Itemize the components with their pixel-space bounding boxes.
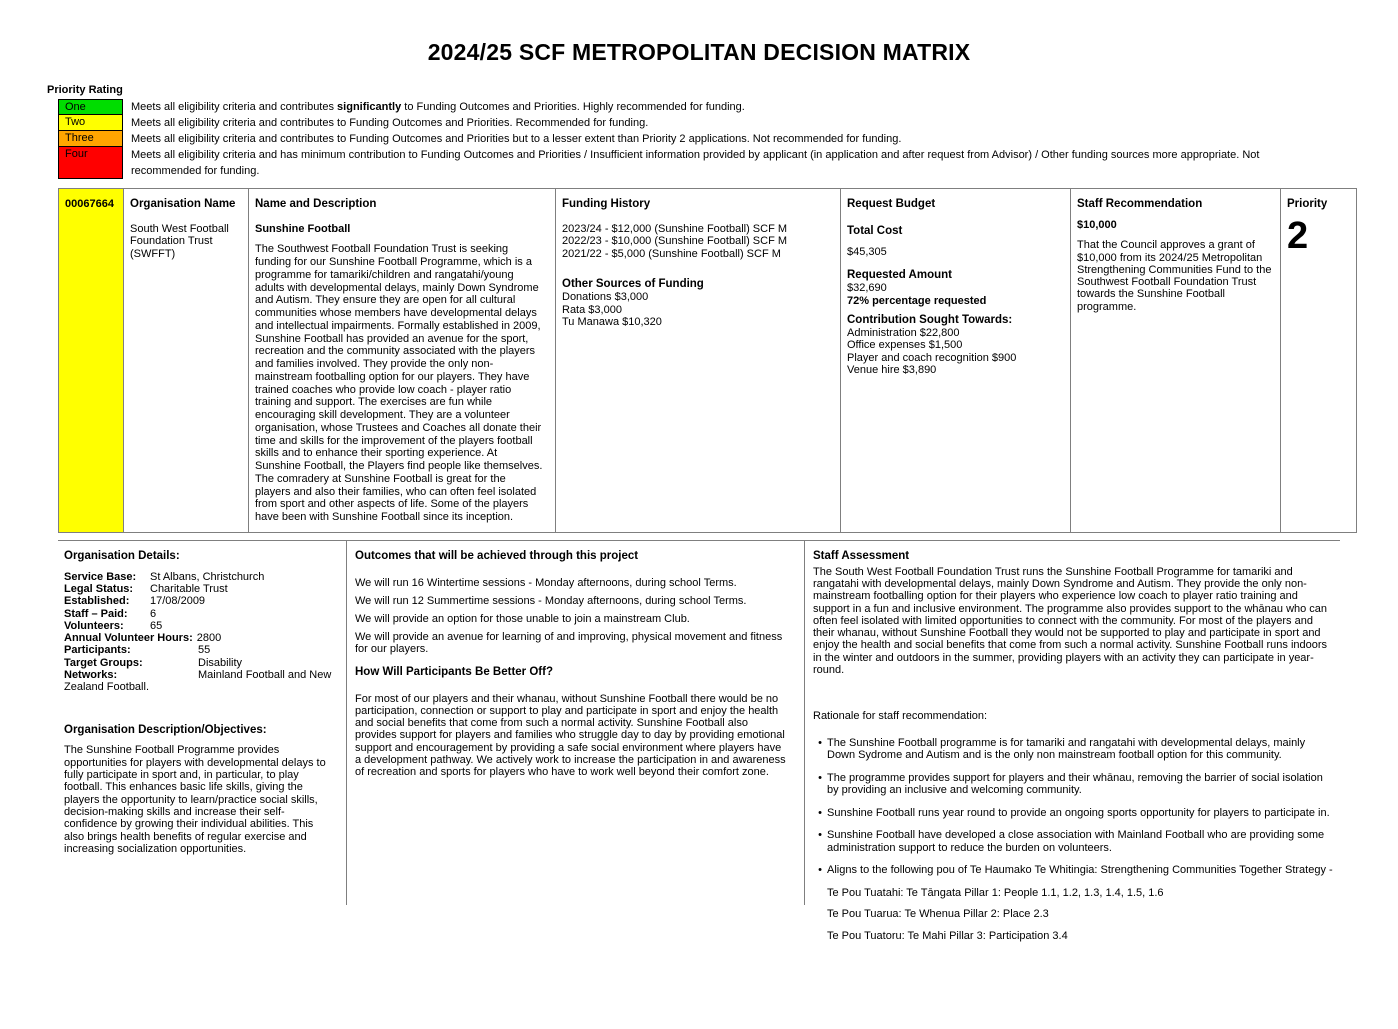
other-source-line: Donations $3,000 [562,291,649,304]
outcome-item: We will provide an option for those unable to join a mainstream Club. [355,612,690,625]
rating-two-description: Meets all eligibility criteria and contributes to Funding Outcomes and Priorities. Recommended for funding. [131,117,649,130]
organisation-name-cell [124,189,249,532]
detail-field: Volunteers: 65 [64,619,163,632]
better-off-text: For most of our players and their whanau, without Sunshine Football there would be no participation, connection or support to play and participate in sport and enjoy the health and social benefits that come from such a normal activity. Sunshine Football also provides support for players and families who struggle day to day by providing emotional support and encouragement by providing a safe social environment where players have a development pathway. We actively work to increase the participation in and awareness of recreation and sports for players who have to work well beyond their comfort zone. [355,692,786,779]
rating-four-description: Meets all eligibility criteria and has minimum contribution to Funding Outcomes and Priorities / Insufficient information provided by applicant (in application and after request from Advisor) / Other funding sources more appropriate. Not recommended for funding. [131,149,1260,178]
bullet-icon: • [818,806,822,819]
outcomes-column [347,541,805,905]
priority-cell [1281,189,1356,532]
organisation-name-header: Organisation Name [130,198,236,211]
detail-field: Legal Status: Charitable Trust [64,582,228,595]
priority-rating-legend [47,84,1398,179]
rating-two-swatch [58,115,123,131]
percentage-requested: 72% percentage requested [847,294,987,307]
priority-rating-table [58,99,1398,179]
funding-history-line: 2021/22 - $5,000 (Sunshine Football) SCF M [562,247,781,260]
rationale-bullet: • The Sunshine Football programme is for tamariki and rangatahi with developmental delays, mainly Down Sydrome and Autism and is the only non mainstream football option for this community. [813,737,1336,762]
rating-two-label: Two [65,116,86,129]
project-name: Sunshine Football [255,222,351,235]
name-description-cell [249,189,556,532]
decision-matrix-row [58,188,1357,533]
other-source-line: Tu Manawa $10,320 [562,315,662,328]
outcomes-heading: Outcomes that will be achieved through this project [355,549,639,562]
rating-three-label: Three [65,132,94,145]
funding-history-header: Funding History [562,198,651,211]
organisation-description-heading: Organisation Description/Objectives: [64,723,267,736]
rating-one-label: One [65,101,86,114]
detail-field: Established: 17/08/2009 [64,595,206,608]
rationale-bullet: • Aligns to the following pou of Te Haumako Te Whitingia: Strengthening Communities Together Strategy - [813,864,1336,877]
staff-assessment-text: The South West Football Foundation Trust runs the Sunshine Football Programme for tamariki and rangatahi with developmental delays, mainly Down Syndrome and Autism. They provide the only non-mainstream footballing option for their players who experience low coach to player ratio training and support in a fun and inclusive environment. The programme also provides support to the whānau who can often feel isolated with limited opportunities to connect with the community. For most of the players and their whanau, without Sunshine Football they would not be supported to play and participate in sport and enjoy the health and social benefits that come from such a normal activity. Sunshine Football runs indoors in the winter and outdoors in the summer, providing players with an activity they can participate in year-round. [813,565,1328,676]
bullet-icon: • [818,829,822,842]
application-id-cell [59,189,124,532]
other-source-line: Rata $3,000 [562,303,622,316]
priority-rating-heading: Priority Rating [47,83,123,96]
rating-four-label: Four [65,148,88,161]
funding-history-line: 2022/23 - $10,000 (Sunshine Football) SCF M [562,235,788,248]
request-budget-cell [841,189,1071,532]
rationale-bullet: • Sunshine Football have developed a close association with Mainland Football who are providing some administration support to reduce the burden on volunteers. [813,829,1336,854]
bullet-icon: • [818,864,822,877]
bullet-icon: • [818,736,822,749]
detail-field: Target Groups: Disability [64,656,243,669]
project-description: The Southwest Football Foundation Trust is seeking funding for our Sunshine Football Programme, which is a programme for tamariki/children and rangatahi/young adults with developmental delays, mainly Down Syndrome and Autism. They ensure they are open for all cultural communities whose members have developmental delays and intellectual impairments. Formally established in 2009, Sunshine Football has provided an avenue for the sport, recreation and the community associated with the players and families involved. They provide the only non-mainstream footballing option for our players. They have trained coaches who provide low coach - player ratio training and support. The exercises are fun while encouraging skill development. They are a volunteer organisation, whose Trustees and Coaches all donate their time and skills for the improvement of the players football skills and to enhance their sporting experience. At Sunshine Football, the Players find people like themselves. The comradery at Sunshine Football is great for the players and also their families, who can often feel isolated from sport and other aspects of life. Some of the players have been with Sunshine Football since its inception. [255,243,543,523]
recommended-amount: $10,000 [1077,218,1117,231]
priority-value: 2 [1287,214,1309,257]
organisation-details-column [58,541,347,905]
outcome-item: We will run 12 Summertime sessions - Monday afternoons, during school Terms. [355,594,747,607]
detail-field: Networks: Mainland Football and New Zealand Football. [64,669,332,694]
priority-rating-row-one [58,99,1398,115]
detail-section [58,540,1340,951]
request-budget-header: Request Budget [847,198,936,211]
name-description-header: Name and Description [255,198,377,211]
funding-history-line: 2023/24 - $12,000 (Sunshine Football) SCF M [562,222,788,235]
total-cost-label: Total Cost [847,224,903,237]
requested-amount-label: Requested Amount [847,269,952,282]
recommendation-text: That the Council approves a grant of $10,000 from its 2024/25 Metropolitan Strengthening Communities Fund to the Southwest Football Foundation Trust towards the Sunshine Football programme. [1077,239,1272,313]
rating-one-swatch [58,99,123,115]
pou-line: Te Pou Tuatahi: Te Tāngata Pillar 1: People 1.1, 1.2, 1.3, 1.4, 1.5, 1.6 [827,886,1164,899]
detail-field: Staff – Paid: 6 [64,607,157,620]
bullet-icon: • [818,771,822,784]
priority-rating-row-three [58,131,1398,147]
contribution-line: Venue hire $3,890 [847,364,937,377]
outcome-item: We will run 16 Wintertime sessions - Monday afternoons, during school Terms. [355,576,737,589]
funding-history-cell [556,189,841,532]
rating-four-swatch [58,147,123,179]
contribution-line: Administration $22,800 [847,326,960,339]
rating-three-swatch [58,131,123,147]
better-off-heading: How Will Participants Be Better Off? [355,665,553,678]
outcome-item: We will provide an avenue for learning of and improving, physical movement and fitness for our players. [355,630,783,656]
staff-assessment-heading: Staff Assessment [813,549,910,562]
organisation-details-heading: Organisation Details: [64,549,180,562]
rationale-bullet: • Sunshine Football runs year round to provide an ongoing sports opportunity for players to participate in. [813,807,1336,820]
staff-recommendation-cell [1071,189,1281,532]
detail-field: Annual Volunteer Hours: 2800 [64,632,222,645]
priority-header: Priority [1287,198,1328,211]
page-title: 2024/25 SCF METROPOLITAN DECISION MATRIX [427,39,971,65]
contribution-sought-label: Contribution Sought Towards: [847,313,1013,326]
rating-three-description: Meets all eligibility criteria and contributes to Funding Outcomes and Priorities but to a lesser extent than Priority 2 applications. Not recommended for funding. [131,133,902,146]
staff-assessment-column [805,541,1340,951]
application-id: 00067664 [65,198,114,211]
detail-field: Service Base: St Albans, Christchurch [64,570,265,583]
rationale-bullet: • The programme provides support for players and their whānau, removing the barrier of social isolation by providing an inclusive and welcoming community. [813,772,1336,797]
total-cost-value: $45,305 [847,245,887,258]
other-sources-header: Other Sources of Funding [562,278,704,291]
pou-line: Te Pou Tuarua: Te Whenua Pillar 2: Place 2.3 [827,908,1049,921]
rating-one-description: Meets all eligibility criteria and contributes significantly to Funding Outcomes and Priorities. Highly recommended for funding. [131,101,745,114]
organisation-description-text: The Sunshine Football Programme provides opportunities for players with developmental delays to fully participate in sport and, in particular, to play football. This enhances basic life skills, giving the players the opportunity to learn/practice social skills, decision-making skills and increase their self-confidence by growing their individual abilities. This also brings health benefits of regular exercise and increasing socialization opportunities. [64,744,326,855]
organisation-name: South West Football Foundation Trust (SWFFT) [130,222,229,260]
contribution-line: Office expenses $1,500 [847,339,963,352]
priority-rating-row-four [58,147,1398,179]
detail-field: Participants: 55 [64,644,211,657]
rationale-heading: Rationale for staff recommendation: [813,710,988,723]
priority-rating-row-two [58,115,1398,131]
staff-recommendation-header: Staff Recommendation [1077,198,1203,211]
contribution-line: Player and coach recognition $900 [847,351,1017,364]
pou-line: Te Pou Tuatoru: Te Mahi Pillar 3: Participation 3.4 [827,929,1068,942]
requested-amount-value: $32,690 [847,282,887,295]
